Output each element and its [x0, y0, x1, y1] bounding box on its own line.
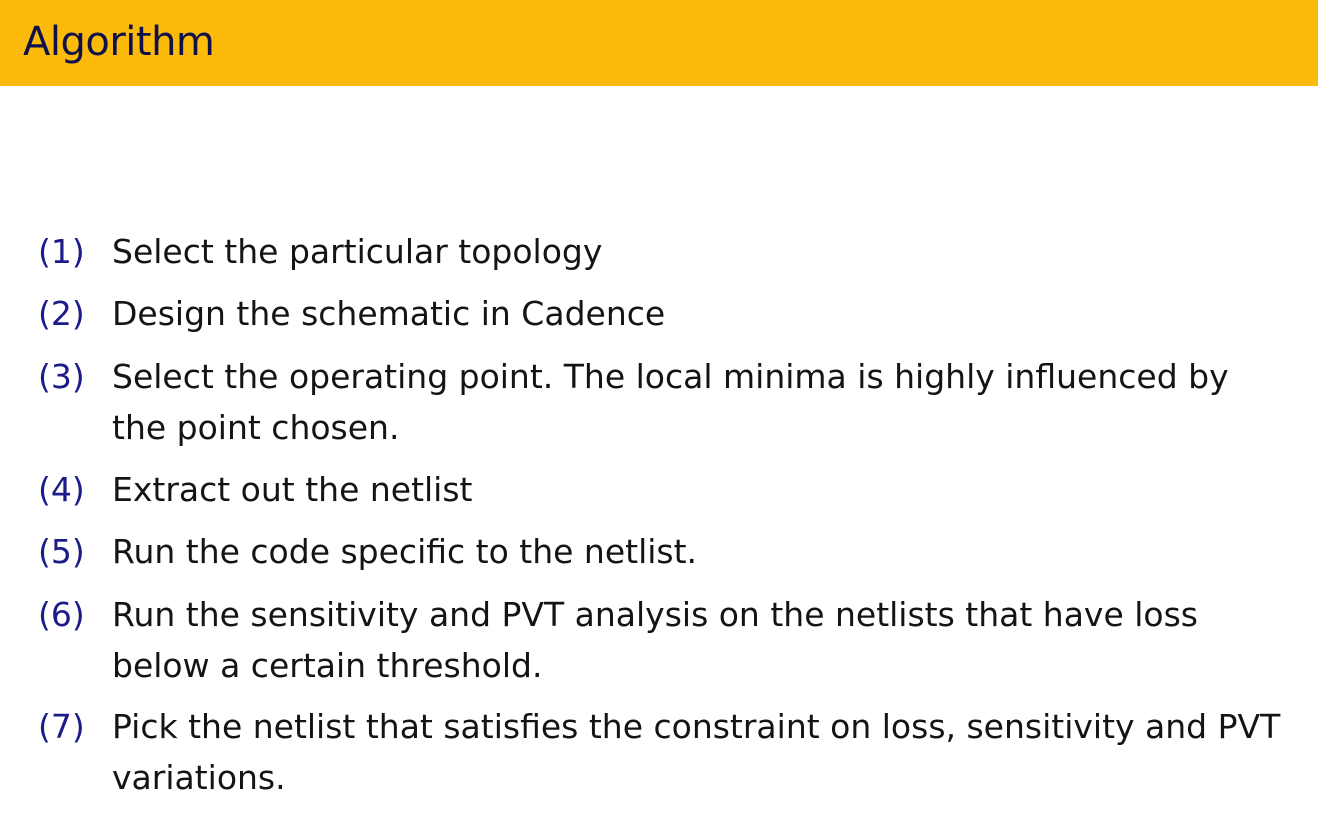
step-number: (3)	[38, 357, 85, 396]
step-number: (1)	[38, 232, 85, 271]
step-text: Select the particular topology	[112, 232, 603, 271]
step-number: (6)	[38, 595, 85, 634]
step-text: Select the operating point. The local minima is highly influenced by the point chosen.	[112, 357, 1229, 447]
step-text: Extract out the netlist	[112, 470, 473, 509]
step-text: Design the schematic in Cadence	[112, 294, 666, 333]
step-number: (5)	[38, 532, 85, 571]
step-number: (7)	[38, 707, 85, 746]
slide-title: Algorithm	[23, 19, 215, 65]
step-text: Pick the netlist that satisfies the constraint on loss, sensitivity and PVT variations.	[112, 707, 1281, 797]
step-number: (2)	[38, 294, 85, 333]
step-text: Run the sensitivity and PVT analysis on the netlists that have loss below a certain threshold.	[112, 595, 1199, 685]
step-text: Run the code specific to the netlist.	[112, 532, 698, 571]
step-number: (4)	[38, 470, 85, 509]
